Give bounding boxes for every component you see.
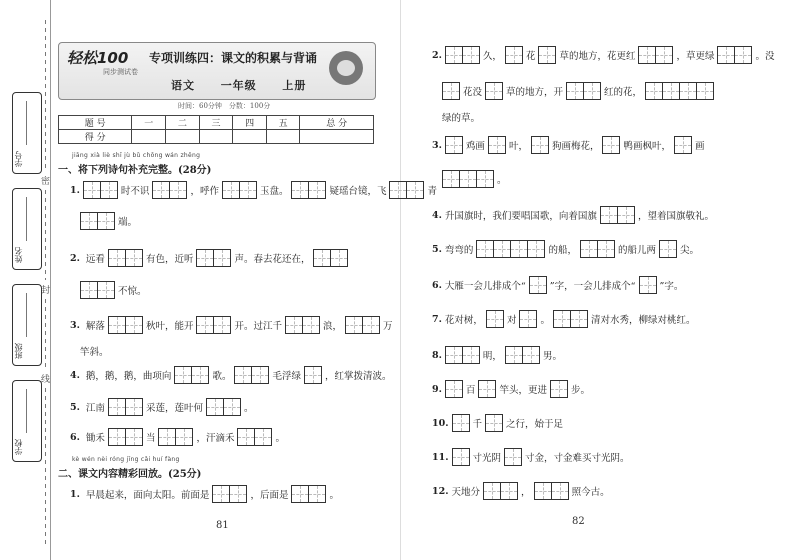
answer-box[interactable] bbox=[345, 316, 363, 334]
answer-box[interactable] bbox=[534, 482, 552, 500]
answer-box[interactable] bbox=[313, 249, 331, 267]
blank-line bbox=[26, 389, 27, 433]
question-text: 花 bbox=[525, 51, 536, 62]
question-number: 1. bbox=[70, 488, 80, 500]
answer-box[interactable] bbox=[254, 428, 272, 446]
question-number: 6. bbox=[70, 431, 80, 443]
answer-box[interactable] bbox=[476, 170, 494, 188]
score-cell: 得 分 bbox=[59, 130, 132, 144]
answer-box[interactable] bbox=[291, 181, 309, 199]
answer-box[interactable] bbox=[674, 136, 692, 154]
question-text: 毛浮绿 bbox=[272, 371, 301, 382]
answer-box[interactable] bbox=[125, 428, 143, 446]
school-label: 学校 bbox=[14, 439, 23, 455]
answer-box[interactable] bbox=[488, 136, 506, 154]
answer-box[interactable] bbox=[108, 398, 126, 416]
answer-box[interactable] bbox=[483, 482, 501, 500]
answer-box[interactable] bbox=[442, 170, 460, 188]
subject: 语文 bbox=[171, 79, 195, 92]
answer-box[interactable] bbox=[174, 366, 192, 384]
question-row bbox=[80, 344, 112, 358]
answer-box[interactable] bbox=[452, 448, 470, 466]
unit-title: 专项训练四：课文的积累与背诵 bbox=[149, 51, 318, 65]
question-text: 歌。 bbox=[212, 371, 232, 382]
question-text: 百 bbox=[465, 385, 476, 396]
page-fold bbox=[400, 0, 401, 560]
answer-box[interactable] bbox=[152, 181, 170, 199]
score-table-row bbox=[59, 130, 374, 144]
question-text: 升国旗时，我们要唱国歌，向着国旗 bbox=[444, 211, 597, 222]
answer-box[interactable] bbox=[519, 310, 537, 328]
answer-box[interactable] bbox=[504, 448, 522, 466]
answer-box[interactable] bbox=[462, 346, 480, 364]
answer-box[interactable] bbox=[362, 316, 380, 334]
page-number-right: 82 bbox=[572, 516, 585, 527]
question-row bbox=[432, 414, 566, 432]
answer-box[interactable] bbox=[445, 380, 463, 398]
answer-box[interactable] bbox=[239, 181, 257, 199]
answer-box[interactable] bbox=[638, 46, 656, 64]
answer-box[interactable] bbox=[553, 310, 571, 328]
question-text: ”字。 bbox=[659, 281, 684, 292]
student-id-field[interactable] bbox=[12, 92, 42, 174]
answer-box[interactable] bbox=[478, 380, 496, 398]
question-number: 3. bbox=[432, 139, 442, 151]
answer-box[interactable] bbox=[445, 46, 463, 64]
answer-box[interactable] bbox=[389, 181, 407, 199]
question-text: ，望着国旗敬礼。 bbox=[637, 211, 714, 222]
time-and-score-info: 时间：60分钟 分数：100分 bbox=[178, 102, 271, 110]
score-cell: 四 bbox=[233, 116, 267, 130]
question-text: 。没 bbox=[755, 51, 775, 62]
answer-box[interactable] bbox=[97, 212, 115, 230]
question-text: ，汗滴禾 bbox=[196, 433, 235, 444]
answer-box[interactable] bbox=[229, 485, 247, 503]
question-text: 照今古。 bbox=[571, 487, 610, 498]
question-text: 玉盘。 bbox=[259, 186, 289, 197]
question-text: 寸光阴 bbox=[472, 453, 502, 464]
question-number: 9. bbox=[432, 383, 442, 395]
question-text: 千 bbox=[472, 419, 483, 430]
answer-box[interactable] bbox=[212, 485, 230, 503]
question-text: 开。过江千 bbox=[234, 321, 282, 332]
question-text: 的船， bbox=[548, 245, 577, 256]
answer-box[interactable] bbox=[251, 366, 269, 384]
answer-box[interactable] bbox=[125, 398, 143, 416]
question-text: 。 bbox=[497, 175, 507, 186]
score-cell: 题 号 bbox=[59, 116, 132, 130]
answer-box[interactable] bbox=[108, 249, 126, 267]
question-text: 疑瑶台镜，飞 bbox=[329, 186, 387, 197]
score-input[interactable] bbox=[199, 130, 233, 144]
question-text: 。 bbox=[275, 433, 285, 444]
answer-box[interactable] bbox=[500, 482, 518, 500]
question-text: 草的地方，花更红 bbox=[559, 51, 636, 62]
answer-box[interactable] bbox=[97, 281, 115, 299]
question-text: 的船儿两 bbox=[617, 245, 656, 256]
answer-box[interactable] bbox=[169, 181, 187, 199]
question-number: 10. bbox=[432, 417, 449, 429]
answer-box[interactable] bbox=[462, 46, 480, 64]
answer-box[interactable] bbox=[645, 82, 663, 100]
blank-line bbox=[26, 101, 27, 145]
question-text: 。 bbox=[329, 490, 339, 501]
seal-char: 线 bbox=[41, 375, 51, 385]
question-text: 寸金，寸金难买寸光阴。 bbox=[525, 453, 630, 464]
question-text: ，呼作 bbox=[190, 186, 219, 197]
answer-box[interactable] bbox=[717, 46, 735, 64]
answer-box[interactable] bbox=[213, 249, 231, 267]
school-field[interactable] bbox=[12, 380, 42, 462]
answer-box[interactable] bbox=[679, 82, 697, 100]
question-text: 。 bbox=[243, 403, 254, 414]
binding-strip bbox=[0, 0, 51, 560]
answer-box[interactable] bbox=[580, 240, 598, 258]
question-row bbox=[70, 366, 394, 384]
question-row bbox=[442, 82, 714, 100]
question-text: 解落 bbox=[85, 321, 105, 332]
answer-box[interactable] bbox=[291, 485, 309, 503]
mascot-illustration bbox=[329, 51, 363, 85]
question-text: 竿斜。 bbox=[80, 347, 109, 358]
answer-box[interactable] bbox=[551, 482, 569, 500]
answer-box[interactable] bbox=[196, 249, 214, 267]
answer-box[interactable] bbox=[538, 46, 556, 64]
answer-box[interactable] bbox=[510, 240, 528, 258]
question-text: 锄禾 bbox=[85, 433, 105, 444]
answer-box[interactable] bbox=[493, 240, 511, 258]
question-text: 青 bbox=[427, 186, 437, 197]
subject-line bbox=[171, 77, 306, 93]
question-text: 远看 bbox=[85, 254, 105, 265]
answer-box[interactable] bbox=[522, 346, 540, 364]
answer-box[interactable] bbox=[406, 181, 424, 199]
answer-box[interactable] bbox=[662, 82, 680, 100]
answer-box[interactable] bbox=[529, 276, 547, 294]
grade: 一年级 bbox=[220, 79, 257, 92]
student-id-label: 学号 bbox=[14, 151, 23, 167]
question-number: 7. bbox=[432, 313, 442, 325]
question-row bbox=[70, 485, 342, 503]
answer-box[interactable] bbox=[600, 206, 618, 224]
class-label: 班级 bbox=[14, 343, 23, 359]
page-number-left: 81 bbox=[216, 520, 229, 531]
answer-box[interactable] bbox=[696, 82, 714, 100]
question-text: 。 bbox=[540, 315, 550, 326]
question-row bbox=[432, 482, 613, 500]
question-text: 花没 bbox=[463, 87, 483, 98]
question-number: 5. bbox=[70, 401, 80, 413]
answer-box[interactable] bbox=[108, 316, 126, 334]
header-banner bbox=[58, 42, 376, 100]
answer-box[interactable] bbox=[485, 414, 503, 432]
score-table-header bbox=[59, 116, 374, 130]
seal-dash-line bbox=[45, 20, 46, 170]
question-text: 画 bbox=[694, 141, 705, 152]
answer-box[interactable] bbox=[175, 428, 193, 446]
question-row bbox=[70, 316, 396, 334]
section2-title: 二、课文内容精彩回放。(25分) bbox=[58, 469, 202, 480]
question-text: 万 bbox=[382, 321, 393, 332]
question-row bbox=[432, 46, 778, 64]
answer-box[interactable] bbox=[655, 46, 673, 64]
question-text: 声。春去花还在， bbox=[234, 254, 311, 265]
question-text: 早晨起来，面向太阳。前面是 bbox=[85, 490, 210, 501]
question-text: 草的地方，开 bbox=[506, 87, 564, 98]
question-text: 有色，近听 bbox=[145, 254, 194, 265]
question-text: 当 bbox=[145, 433, 156, 444]
answer-box[interactable] bbox=[476, 240, 494, 258]
answer-box[interactable] bbox=[617, 206, 635, 224]
seal-dash-line bbox=[45, 299, 46, 369]
answer-box[interactable] bbox=[550, 380, 568, 398]
question-number: 12. bbox=[432, 485, 449, 497]
question-text: 尖。 bbox=[679, 245, 699, 256]
answer-box[interactable] bbox=[734, 46, 752, 64]
question-row bbox=[432, 346, 565, 364]
question-text: 红的花， bbox=[604, 87, 643, 98]
question-row bbox=[432, 206, 717, 224]
answer-box[interactable] bbox=[486, 310, 504, 328]
question-text: 花对树， bbox=[444, 315, 483, 326]
answer-box[interactable] bbox=[452, 414, 470, 432]
question-text: 大雁一会儿排成个“ bbox=[444, 281, 526, 292]
question-row bbox=[432, 310, 698, 328]
question-text: 步。 bbox=[570, 385, 590, 396]
question-number: 4. bbox=[432, 209, 442, 221]
question-row bbox=[432, 448, 633, 466]
question-text: 清对水秀，柳绿对桃红。 bbox=[590, 315, 696, 326]
answer-box[interactable] bbox=[191, 366, 209, 384]
seal-char: 密 bbox=[41, 177, 51, 187]
question-text: 叶， bbox=[508, 141, 528, 152]
question-row bbox=[432, 380, 593, 398]
answer-box[interactable] bbox=[597, 240, 615, 258]
score-cell: 一 bbox=[132, 116, 166, 130]
question-row bbox=[70, 181, 440, 199]
question-text: 绿的草。 bbox=[442, 113, 481, 124]
name-field[interactable] bbox=[12, 188, 42, 270]
answer-box[interactable] bbox=[222, 181, 240, 199]
question-text: 狗画梅花， bbox=[551, 141, 600, 152]
question-text: 江南 bbox=[85, 403, 105, 414]
answer-box[interactable] bbox=[302, 316, 320, 334]
question-number: 8. bbox=[432, 349, 442, 361]
answer-box[interactable] bbox=[442, 82, 460, 100]
answer-box[interactable] bbox=[505, 46, 523, 64]
question-text: 对 bbox=[506, 315, 517, 326]
answer-box[interactable] bbox=[108, 428, 126, 446]
answer-box[interactable] bbox=[308, 181, 326, 199]
score-input[interactable] bbox=[300, 130, 374, 144]
question-text: 不惊。 bbox=[118, 286, 147, 297]
seal-dash-line bbox=[45, 190, 46, 280]
score-input[interactable] bbox=[266, 130, 300, 144]
question-text: 鸡画 bbox=[465, 141, 485, 152]
question-text: ，草更绿 bbox=[676, 51, 715, 62]
term: 上册 bbox=[282, 79, 307, 92]
score-input[interactable] bbox=[233, 130, 267, 144]
section2-pinyin: kè wén nèi róng jīng cǎi huí fàng bbox=[72, 456, 180, 463]
answer-box[interactable] bbox=[158, 428, 176, 446]
question-text: ”字，一会儿排成个“ bbox=[549, 281, 636, 292]
answer-box[interactable] bbox=[237, 428, 255, 446]
answer-box[interactable] bbox=[485, 82, 503, 100]
question-row bbox=[70, 428, 288, 446]
question-row bbox=[432, 136, 708, 154]
question-text: 男。 bbox=[542, 351, 562, 362]
answer-box[interactable] bbox=[223, 398, 241, 416]
question-text: ，红掌拨清波。 bbox=[324, 371, 392, 382]
question-text: 秋叶，能开 bbox=[145, 321, 194, 332]
question-row bbox=[70, 249, 348, 267]
answer-box[interactable] bbox=[330, 249, 348, 267]
answer-box[interactable] bbox=[80, 281, 98, 299]
answer-box[interactable] bbox=[196, 316, 214, 334]
brand-tagline: 同步测试卷 bbox=[103, 68, 138, 76]
question-number: 2. bbox=[432, 49, 442, 61]
question-row bbox=[432, 240, 702, 258]
score-table bbox=[58, 115, 374, 144]
question-row bbox=[70, 398, 256, 416]
question-text: 久， bbox=[482, 51, 502, 62]
answer-box[interactable] bbox=[125, 249, 143, 267]
question-row bbox=[432, 276, 686, 294]
class-field[interactable] bbox=[12, 284, 42, 366]
question-text: 时不识 bbox=[120, 186, 150, 197]
score-input[interactable] bbox=[166, 130, 200, 144]
question-text: 鸭画枫叶， bbox=[623, 141, 671, 152]
blank-line bbox=[26, 197, 27, 241]
seal-dash-line bbox=[45, 388, 46, 548]
answer-box[interactable] bbox=[445, 346, 463, 364]
question-number: 1. bbox=[70, 184, 80, 196]
section1-pinyin: jiāng xià liè shī jù bǔ chōng wán zhěng bbox=[72, 152, 201, 159]
question-row bbox=[442, 110, 483, 124]
question-text: 之行，始于足 bbox=[506, 419, 564, 430]
blank-line bbox=[26, 293, 27, 337]
question-number: 3. bbox=[70, 319, 80, 331]
question-number: 5. bbox=[432, 243, 442, 255]
answer-box[interactable] bbox=[527, 240, 545, 258]
question-number: 2. bbox=[70, 252, 80, 264]
score-cell: 二 bbox=[166, 116, 200, 130]
answer-box[interactable] bbox=[445, 136, 463, 154]
answer-box[interactable] bbox=[639, 276, 657, 294]
score-input[interactable] bbox=[132, 130, 166, 144]
question-text: 弯弯的 bbox=[444, 245, 474, 256]
question-number: 4. bbox=[70, 369, 80, 381]
answer-box[interactable] bbox=[602, 136, 620, 154]
question-text: 采莲，莲叶何 bbox=[145, 403, 203, 414]
question-text: 鹅，鹅，鹅，曲项向 bbox=[85, 371, 172, 382]
question-text: 天地分 bbox=[451, 487, 481, 498]
answer-box[interactable] bbox=[100, 181, 118, 199]
answer-box[interactable] bbox=[570, 310, 588, 328]
answer-box[interactable] bbox=[459, 170, 477, 188]
question-number: 6. bbox=[432, 279, 442, 291]
answer-box[interactable] bbox=[285, 316, 303, 334]
answer-box[interactable] bbox=[583, 82, 601, 100]
answer-box[interactable] bbox=[213, 316, 231, 334]
answer-box[interactable] bbox=[304, 366, 322, 384]
answer-box[interactable] bbox=[308, 485, 326, 503]
answer-box[interactable] bbox=[125, 316, 143, 334]
answer-box[interactable] bbox=[80, 212, 98, 230]
question-text: 明， bbox=[482, 351, 502, 362]
name-label: 姓名 bbox=[14, 247, 23, 263]
section1-title: 一、将下列诗句补充完整。(28分) bbox=[58, 165, 212, 176]
answer-box[interactable] bbox=[505, 346, 523, 364]
brand-logo: 轻松100 bbox=[67, 49, 129, 67]
question-number: 11. bbox=[432, 451, 449, 463]
answer-box[interactable] bbox=[659, 240, 677, 258]
answer-box[interactable] bbox=[83, 181, 101, 199]
answer-box[interactable] bbox=[234, 366, 252, 384]
question-text: 竿头，更进 bbox=[499, 385, 547, 396]
question-text: ，后面是 bbox=[250, 490, 289, 501]
score-cell: 总 分 bbox=[300, 116, 374, 130]
seal-char: 封 bbox=[41, 286, 51, 296]
question-text: 端。 bbox=[118, 217, 138, 228]
score-cell: 五 bbox=[266, 116, 300, 130]
question-text: 浪， bbox=[322, 321, 342, 332]
question-row bbox=[80, 281, 150, 299]
question-row bbox=[80, 212, 140, 230]
question-text: ， bbox=[521, 487, 531, 498]
answer-box[interactable] bbox=[531, 136, 549, 154]
question-row bbox=[442, 170, 510, 188]
score-cell: 三 bbox=[199, 116, 233, 130]
answer-box[interactable] bbox=[206, 398, 224, 416]
answer-box[interactable] bbox=[566, 82, 584, 100]
